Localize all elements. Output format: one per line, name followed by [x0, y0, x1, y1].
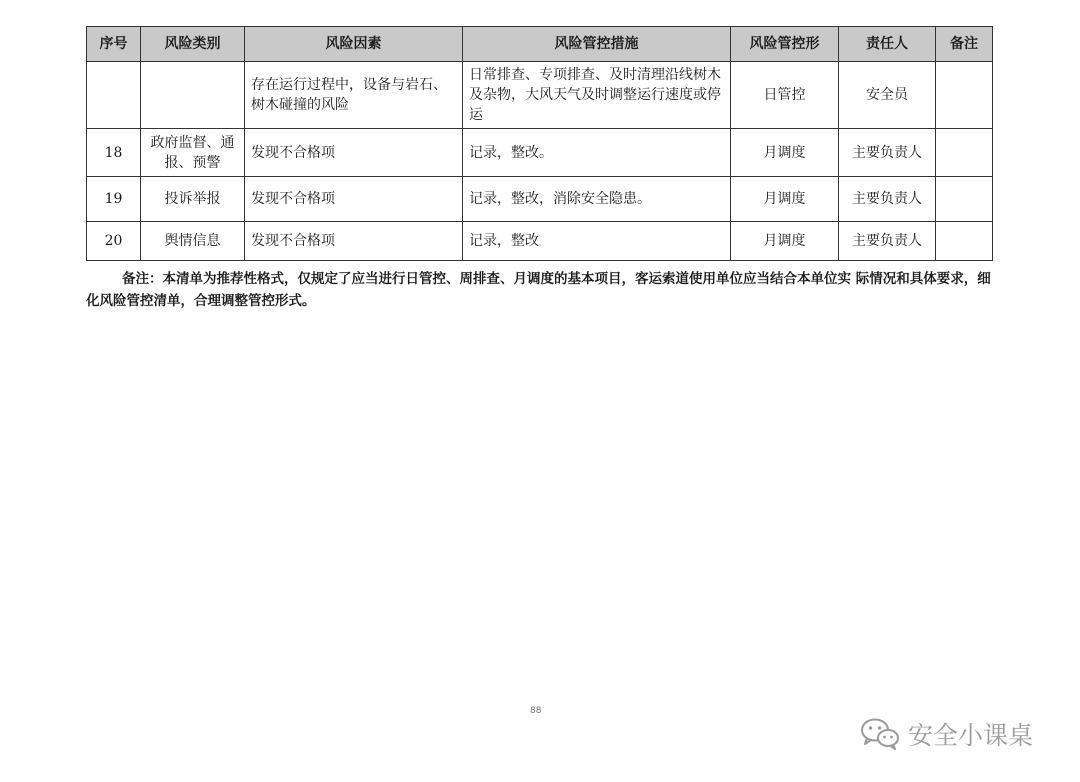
page-number: 88	[530, 706, 542, 716]
cell-category	[141, 62, 245, 129]
cell-measure: 记录，整改。	[463, 129, 731, 177]
cell-no: 19	[87, 177, 141, 222]
cell-owner: 主要负责人	[839, 222, 936, 261]
cell-remark	[936, 222, 993, 261]
cell-category: 舆情信息	[141, 222, 245, 261]
table-row	[87, 129, 993, 177]
cell-remark	[936, 129, 993, 177]
cell-form: 月调度	[731, 177, 839, 222]
watermark-text: 安全小课桌	[908, 721, 1034, 750]
table-footnote: 备注：本清单为推荐性格式，仅规定了应当进行日管控、周排查、月调度的基本项目，客运索道使用单位应当结合本单位实 际情况和具体要求，细化风险管控清单，合理调整管控形式。	[86, 271, 991, 309]
risk-control-table	[86, 26, 993, 261]
header-owner: 责任人	[839, 27, 936, 62]
header-no: 序号	[87, 27, 141, 62]
header-remark: 备注	[936, 27, 993, 62]
header-factor: 风险因素	[245, 27, 463, 62]
cell-remark	[936, 177, 993, 222]
cell-owner: 主要负责人	[839, 129, 936, 177]
cell-category: 政府监督、通报、预警	[141, 129, 245, 177]
wechat-icon	[860, 717, 900, 751]
cell-no	[87, 62, 141, 129]
cell-measure: 记录，整改	[463, 222, 731, 261]
cell-measure: 日常排查、专项排查、及时清理沿线树木及杂物，大风天气及时调整运行速度或停运	[463, 62, 731, 129]
cell-factor: 发现不合格项	[245, 177, 463, 222]
cell-factor: 发现不合格项	[245, 222, 463, 261]
header-category: 风险类别	[141, 27, 245, 62]
table-row	[87, 177, 993, 222]
cell-form: 日管控	[731, 62, 839, 129]
cell-no: 18	[87, 129, 141, 177]
watermark	[860, 716, 1033, 752]
cell-factor: 发现不合格项	[245, 129, 463, 177]
header-form: 风险管控形	[731, 27, 839, 62]
cell-form: 月调度	[731, 129, 839, 177]
header-measure: 风险管控措施	[463, 27, 731, 62]
table-header-row	[87, 27, 993, 62]
cell-form: 月调度	[731, 222, 839, 261]
cell-factor: 存在运行过程中，设备与岩石、树木碰撞的风险	[245, 62, 463, 129]
table-row	[87, 222, 993, 261]
cell-measure: 记录，整改，消除安全隐患。	[463, 177, 731, 222]
cell-owner: 安全员	[839, 62, 936, 129]
cell-remark	[936, 62, 993, 129]
cell-category: 投诉举报	[141, 177, 245, 222]
table-row	[87, 62, 993, 129]
cell-no: 20	[87, 222, 141, 261]
cell-owner: 主要负责人	[839, 177, 936, 222]
